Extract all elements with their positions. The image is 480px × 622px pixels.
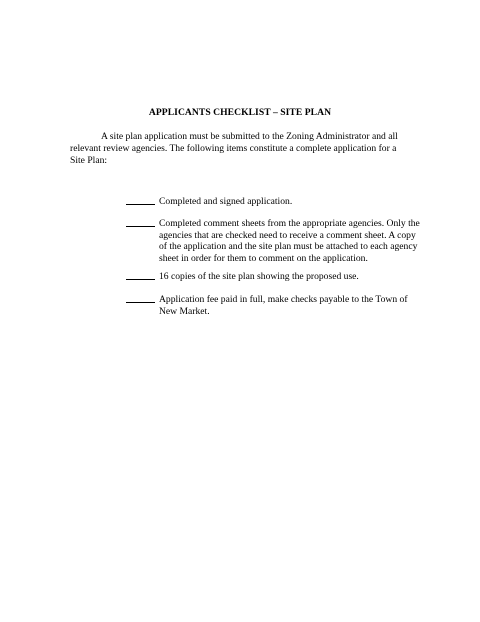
checkbox-blank-line <box>126 279 155 280</box>
checkbox-blank-line <box>126 226 155 227</box>
intro-paragraph: A site plan application must be submitted to the Zoning Administrator and all relevant review agencies. The following items constitute a complete application for a Site Plan: <box>70 131 398 166</box>
checkbox-blank-line <box>126 302 155 303</box>
checklist-item-text: 16 copies of the site plan showing the proposed use. <box>159 271 359 282</box>
checklist-item-text: Application fee paid in full, make checks payable to the Town of New Market. <box>159 294 408 317</box>
checkbox-blank-line <box>126 204 155 205</box>
page-title: APPLICANTS CHECKLIST – SITE PLAN <box>148 107 332 118</box>
checklist-item-text: Completed and signed application. <box>159 196 293 207</box>
checklist-item-text: Completed comment sheets from the appropriate agencies. Only the agencies that are checked need to receive a comment sheet. A copy of the application and the site plan must be attached to each agency sheet in order for them to comment on the application. <box>159 218 420 264</box>
